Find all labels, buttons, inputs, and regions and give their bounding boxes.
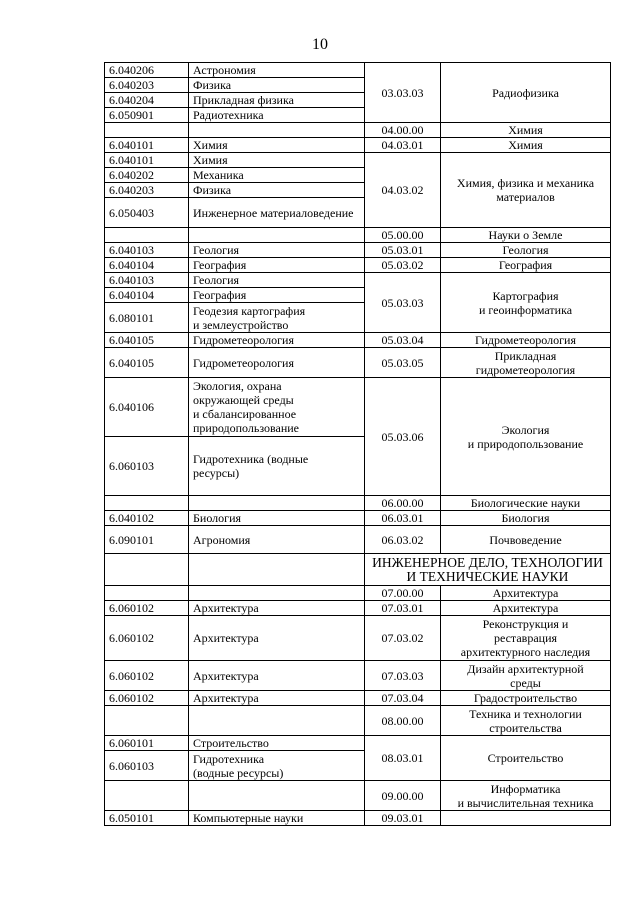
new-specialty: Почвоведение bbox=[441, 526, 611, 554]
new-code: 09.00.00 bbox=[365, 781, 441, 811]
new-code: 05.03.06 bbox=[365, 378, 441, 496]
old-specialty bbox=[189, 586, 365, 601]
old-specialty: Прикладная физика bbox=[189, 93, 365, 108]
table-row bbox=[105, 554, 611, 586]
old-code: 6.060103 bbox=[105, 437, 189, 496]
new-specialty: Реконструкция и реставрация архитектурного наследия bbox=[441, 616, 611, 661]
old-code: 6.040103 bbox=[105, 243, 189, 258]
table-row bbox=[105, 811, 611, 826]
new-specialty: Архитектура bbox=[441, 586, 611, 601]
old-specialty: Химия bbox=[189, 138, 365, 153]
old-code bbox=[105, 781, 189, 811]
new-code: 04.03.01 bbox=[365, 138, 441, 153]
new-specialty: Прикладная гидрометеорология bbox=[441, 348, 611, 378]
old-code: 6.040101 bbox=[105, 138, 189, 153]
old-specialty bbox=[189, 123, 365, 138]
new-specialty: Науки о Земле bbox=[441, 228, 611, 243]
table-row bbox=[105, 63, 611, 78]
new-code: 08.03.01 bbox=[365, 736, 441, 781]
table-row bbox=[105, 661, 611, 691]
new-specialty: Архитектура bbox=[441, 601, 611, 616]
old-specialty: Агрономия bbox=[189, 526, 365, 554]
old-specialty: Архитектура bbox=[189, 616, 365, 661]
old-code: 6.040206 bbox=[105, 63, 189, 78]
old-code: 6.040203 bbox=[105, 78, 189, 93]
old-specialty: Радиотехника bbox=[189, 108, 365, 123]
new-code: 05.03.05 bbox=[365, 348, 441, 378]
old-specialty: Механика bbox=[189, 168, 365, 183]
old-specialty: Химия bbox=[189, 153, 365, 168]
table-row bbox=[105, 243, 611, 258]
old-specialty: Гидротехника (водные ресурсы) bbox=[189, 437, 365, 496]
old-code bbox=[105, 706, 189, 736]
new-specialty: Биология bbox=[441, 511, 611, 526]
table-row bbox=[105, 736, 611, 751]
table-row bbox=[105, 691, 611, 706]
old-specialty: Архитектура bbox=[189, 601, 365, 616]
new-code: 08.00.00 bbox=[365, 706, 441, 736]
old-code: 6.060102 bbox=[105, 691, 189, 706]
old-specialty: Архитектура bbox=[189, 661, 365, 691]
old-specialty: Гидротехника (водные ресурсы) bbox=[189, 751, 365, 781]
old-specialty: Архитектура bbox=[189, 691, 365, 706]
new-code: 07.03.03 bbox=[365, 661, 441, 691]
old-specialty: Геология bbox=[189, 273, 365, 288]
old-code bbox=[105, 586, 189, 601]
old-specialty: География bbox=[189, 288, 365, 303]
old-specialty: Геодезия картография и землеустройство bbox=[189, 303, 365, 333]
old-code: 6.040103 bbox=[105, 273, 189, 288]
new-specialty: Химия bbox=[441, 138, 611, 153]
new-specialty: Геология bbox=[441, 243, 611, 258]
table-row bbox=[105, 138, 611, 153]
new-code: 03.03.03 bbox=[365, 63, 441, 123]
old-code: 6.060102 bbox=[105, 661, 189, 691]
table-row bbox=[105, 228, 611, 243]
table-row bbox=[105, 601, 611, 616]
section-heading: ИНЖЕНЕРНОЕ ДЕЛО, ТЕХНОЛОГИИ И ТЕХНИЧЕСКИЕ НАУКИ bbox=[365, 554, 611, 586]
new-specialty: География bbox=[441, 258, 611, 273]
old-specialty: Компьютерные науки bbox=[189, 811, 365, 826]
old-code: 6.040104 bbox=[105, 288, 189, 303]
new-specialty: Химия, физика и механика материалов bbox=[441, 153, 611, 228]
new-specialty: Экология и природопользование bbox=[441, 378, 611, 496]
old-specialty: Физика bbox=[189, 183, 365, 198]
old-code: 6.090101 bbox=[105, 526, 189, 554]
old-specialty bbox=[189, 228, 365, 243]
old-code: 6.040105 bbox=[105, 333, 189, 348]
new-code: 05.00.00 bbox=[365, 228, 441, 243]
table-row bbox=[105, 378, 611, 437]
table-row bbox=[105, 123, 611, 138]
table-row bbox=[105, 348, 611, 378]
old-code: 6.040101 bbox=[105, 153, 189, 168]
new-code: 05.03.03 bbox=[365, 273, 441, 333]
table-row bbox=[105, 511, 611, 526]
page-number: 10 bbox=[312, 36, 328, 53]
new-specialty: Радиофизика bbox=[441, 63, 611, 123]
new-code: 09.03.01 bbox=[365, 811, 441, 826]
old-specialty bbox=[189, 554, 365, 586]
new-specialty: Техника и технологии строительства bbox=[441, 706, 611, 736]
table-row bbox=[105, 781, 611, 811]
old-code: 6.040102 bbox=[105, 511, 189, 526]
new-code: 05.03.04 bbox=[365, 333, 441, 348]
old-specialty: География bbox=[189, 258, 365, 273]
old-code: 6.040106 bbox=[105, 378, 189, 437]
specialty-correspondence-table bbox=[104, 62, 611, 826]
new-specialty: Дизайн архитектурной среды bbox=[441, 661, 611, 691]
old-specialty: Астрономия bbox=[189, 63, 365, 78]
old-code: 6.050403 bbox=[105, 198, 189, 228]
old-code: 6.060103 bbox=[105, 751, 189, 781]
old-code: 6.060101 bbox=[105, 736, 189, 751]
old-code: 6.040105 bbox=[105, 348, 189, 378]
old-code: 6.040104 bbox=[105, 258, 189, 273]
old-specialty: Физика bbox=[189, 78, 365, 93]
old-code: 6.040204 bbox=[105, 93, 189, 108]
new-code: 04.03.02 bbox=[365, 153, 441, 228]
old-specialty bbox=[189, 781, 365, 811]
old-code: 6.040202 bbox=[105, 168, 189, 183]
new-code: 06.00.00 bbox=[365, 496, 441, 511]
old-code: 6.080101 bbox=[105, 303, 189, 333]
table-row bbox=[105, 616, 611, 661]
table-row bbox=[105, 586, 611, 601]
old-specialty: Строительство bbox=[189, 736, 365, 751]
new-code: 06.03.01 bbox=[365, 511, 441, 526]
new-specialty: Химия bbox=[441, 123, 611, 138]
new-code: 05.03.01 bbox=[365, 243, 441, 258]
old-code bbox=[105, 554, 189, 586]
old-code: 6.050901 bbox=[105, 108, 189, 123]
old-specialty: Биология bbox=[189, 511, 365, 526]
new-code: 07.03.02 bbox=[365, 616, 441, 661]
table-row bbox=[105, 258, 611, 273]
new-code: 07.03.01 bbox=[365, 601, 441, 616]
old-specialty: Гидрометеорология bbox=[189, 333, 365, 348]
new-code: 04.00.00 bbox=[365, 123, 441, 138]
old-code bbox=[105, 496, 189, 511]
new-code: 07.03.04 bbox=[365, 691, 441, 706]
old-code bbox=[105, 228, 189, 243]
old-specialty: Геология bbox=[189, 243, 365, 258]
old-specialty bbox=[189, 496, 365, 511]
new-specialty: Биологические науки bbox=[441, 496, 611, 511]
new-specialty: Строительство bbox=[441, 736, 611, 781]
old-specialty: Инженерное материаловедение bbox=[189, 198, 365, 228]
table-row bbox=[105, 273, 611, 288]
old-code: 6.060102 bbox=[105, 616, 189, 661]
table-row bbox=[105, 526, 611, 554]
new-code: 05.03.02 bbox=[365, 258, 441, 273]
old-specialty: Экология, охрана окружающей среды и сбалансированное природопользование bbox=[189, 378, 365, 437]
old-specialty bbox=[189, 706, 365, 736]
new-specialty: Информатика и вычислительная техника bbox=[441, 781, 611, 811]
new-specialty: Градостроительство bbox=[441, 691, 611, 706]
old-code: 6.050101 bbox=[105, 811, 189, 826]
old-code bbox=[105, 123, 189, 138]
table-row bbox=[105, 333, 611, 348]
new-specialty: Гидрометеорология bbox=[441, 333, 611, 348]
old-specialty: Гидрометеорология bbox=[189, 348, 365, 378]
table-row bbox=[105, 153, 611, 168]
old-code: 6.040203 bbox=[105, 183, 189, 198]
new-code: 06.03.02 bbox=[365, 526, 441, 554]
table-row bbox=[105, 706, 611, 736]
table-row bbox=[105, 496, 611, 511]
new-code: 07.00.00 bbox=[365, 586, 441, 601]
new-specialty bbox=[441, 811, 611, 826]
new-specialty: Картография и геоинформатика bbox=[441, 273, 611, 333]
old-code: 6.060102 bbox=[105, 601, 189, 616]
